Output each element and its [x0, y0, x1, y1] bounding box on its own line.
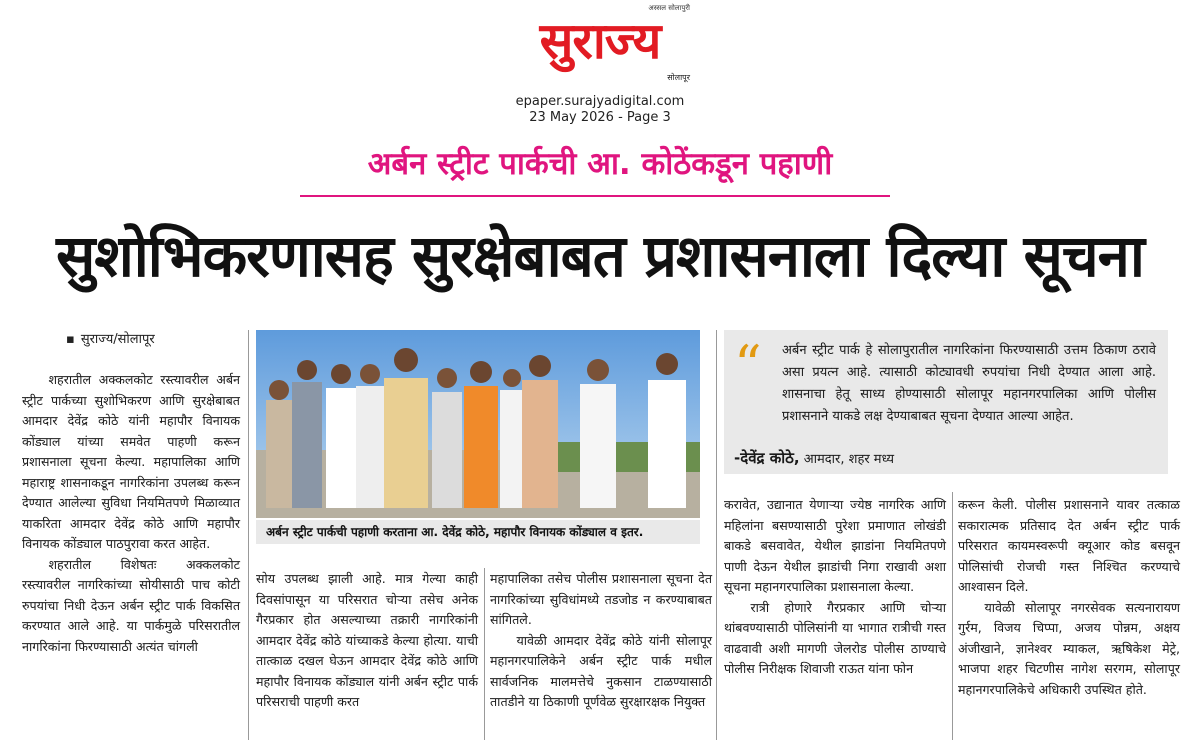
masthead	[500, 4, 700, 86]
paragraph: करावेत, उद्यानात येणाऱ्या ज्येष्ठ नागरिक आणि महिलांना बसण्यासाठी पुरेशा प्रमाणात लोखंडी बाकडे बसवावेत, येथील झाडांना नियमितपणे पाणी देऊन येथील झाडांची निगा राखावी अशा सूचना महानगरपालिका प्रशासनाला केल्या.	[724, 497, 946, 594]
article-photo	[256, 330, 700, 518]
quote-text: अर्बन स्ट्रीट पार्क हे सोलापुरातील नागरिकांना फिरण्यासाठी उत्तम ठिकाण ठरावे असा प्रयत्न आहे. त्यासाठी कोट्यावधी रुपयांचा निधी देण्यात आला आहे. शासनाचा हेतू साध्य होण्यासाठी सोलापूर महानगरपालिका आणि पोलीस प्रशासनाने याकडे लक्ष देण्याबाबत सूचना देण्यात आल्या आहेत.	[782, 343, 1156, 424]
article-column-5	[958, 495, 1180, 700]
article-column-3	[490, 569, 712, 713]
article-column-1	[22, 370, 240, 657]
masthead-tagline: अस्सल सोलापुरी	[648, 4, 690, 12]
paragraph: सोय उपलब्ध झाली आहे. मात्र गेल्या काही दिवसांपासून या परिसरात चोऱ्या तसेच अनेक गैरप्रकार होत असल्याच्या तक्रारी नागरिकांनी आमदार देवेंद्र कोठे यांच्याकडे केल्या होत्या. याची तात्काळ दखल घेऊन आमदार देवेंद्र कोठे आणि महापौर विनायक कोंड्याल यांनी अर्बन स्ट्रीट पार्क परिसराची पाहणी करत	[256, 571, 478, 709]
article-kicker: अर्बन स्ट्रीट पार्कची आ. कोठेंकडून पहाणी	[367, 146, 833, 182]
article-byline: ▪ सुराज्य/सोलापूर	[66, 329, 155, 347]
epaper-url[interactable]: epaper.surajyadigital.com	[515, 94, 685, 109]
paragraph: यावेळी आमदार देवेंद्र कोठे यांनी सोलापूर महानगरपालिकेने अर्बन स्ट्रीट पार्क मधील सार्वजनिक मालमत्तेचे नुकसान टाळण्यासाठी तातडीने या ठिकाणी पूर्णवेळ सुरक्षारक्षक नियुक्त	[490, 632, 712, 709]
paragraph: महापालिका तसेच पोलीस प्रशासनाला सूचना देत नागरिकांच्या सुविधांमध्ये तडजोड न करण्याबाबत सांगितले.	[490, 571, 712, 627]
newspaper-logo: सुराज्य	[539, 11, 661, 70]
article-column-4	[724, 495, 946, 680]
pull-quote	[724, 330, 1168, 474]
column-divider	[248, 330, 249, 740]
paragraph: शहरातील विशेषतः अक्कलकोट रस्त्यावरील नागरिकांच्या सोयीसाठी पाच कोटी रुपयांचा निधी देऊन अर्बन स्ट्रीट पार्क विकसित करण्यात आले आहे. या पार्कमुळे परिसरातील नागरिकांना फिरण्यासाठी अत्यंत चांगली	[22, 556, 240, 654]
paragraph: करून केली. पोलीस प्रशासनाने यावर तत्काळ सकारात्मक प्रतिसाद देत अर्बन स्ट्रीट पार्क परिसरात कायमस्वरूपी क्यूआर कोड बसवून पोलिसांची रोजची गस्त निश्चित करण्याचे आश्वासन दिले.	[958, 497, 1180, 594]
kicker-divider	[300, 195, 890, 197]
paragraph: शहरातील अक्कलकोट रस्त्यावरील अर्बन स्ट्रीट पार्कच्या सुशोभिकरण आणि सुरक्षेबाबत आमदार देवेंद्र कोठे यांनी महापौर विनायक कोंड्याल यांच्या समवेत पाहणी करून प्रशासनाला सूचना केल्या. महापालिका आणि महाराष्ट्र शासनाकडून नागरिकांना उपलब्ध करून देण्यात आलेल्या सुविधा नियमितपणे मिळाव्यात याकरिता आमदार देवेंद्र कोठे आणि महापौर विनायक कोंड्याल पाठपुरावा करत आहेत.	[22, 372, 240, 551]
column-divider	[716, 330, 717, 740]
column-divider	[484, 568, 485, 740]
column-divider	[952, 492, 953, 740]
masthead-city: सोलापूर	[667, 73, 690, 82]
quote-author: -देवेंद्र कोठे,	[734, 449, 800, 467]
article-headline: सुशोभिकरणासह सुरक्षेबाबत प्रशासनाला दिल्या सूचना	[56, 222, 1144, 290]
paragraph: यावेळी सोलापूर नगरसेवक सत्यनारायण गुर्रम, विजय चिप्पा, अजय पोन्नम, अक्षय अंजीखाने, ज्ञानेश्वर म्याकल, ऋषिकेश मेट्रे, भाजपा शहर चिटणीस नागेश सरगम, सोलापूर महानगरपालिकेचे अधिकारी उपस्थित होते.	[958, 599, 1180, 697]
quote-mark-icon: “	[734, 334, 762, 397]
edition-date: 23 May 2026 - Page 3	[529, 110, 671, 125]
quote-attribution	[734, 448, 894, 468]
article-column-2	[256, 569, 478, 713]
photo-caption: अर्बन स्ट्रीट पार्कची पहाणी करताना आ. देवेंद्र कोठे, महापौर विनायक कोंड्याल व इतर.	[256, 520, 700, 544]
paragraph: रात्री होणारे गैरप्रकार आणि चोऱ्या थांबवण्यासाठी पोलिसांनी या भागात रात्रीची गस्त वाढवावी अशी मागणी जेलरोड पोलीस ठाण्याचे पोलीस निरीक्षक शिवाजी राऊत यांना फोन	[724, 599, 946, 676]
quote-designation: आमदार, शहर मध्य	[803, 452, 894, 467]
photo-illustration	[256, 330, 700, 518]
